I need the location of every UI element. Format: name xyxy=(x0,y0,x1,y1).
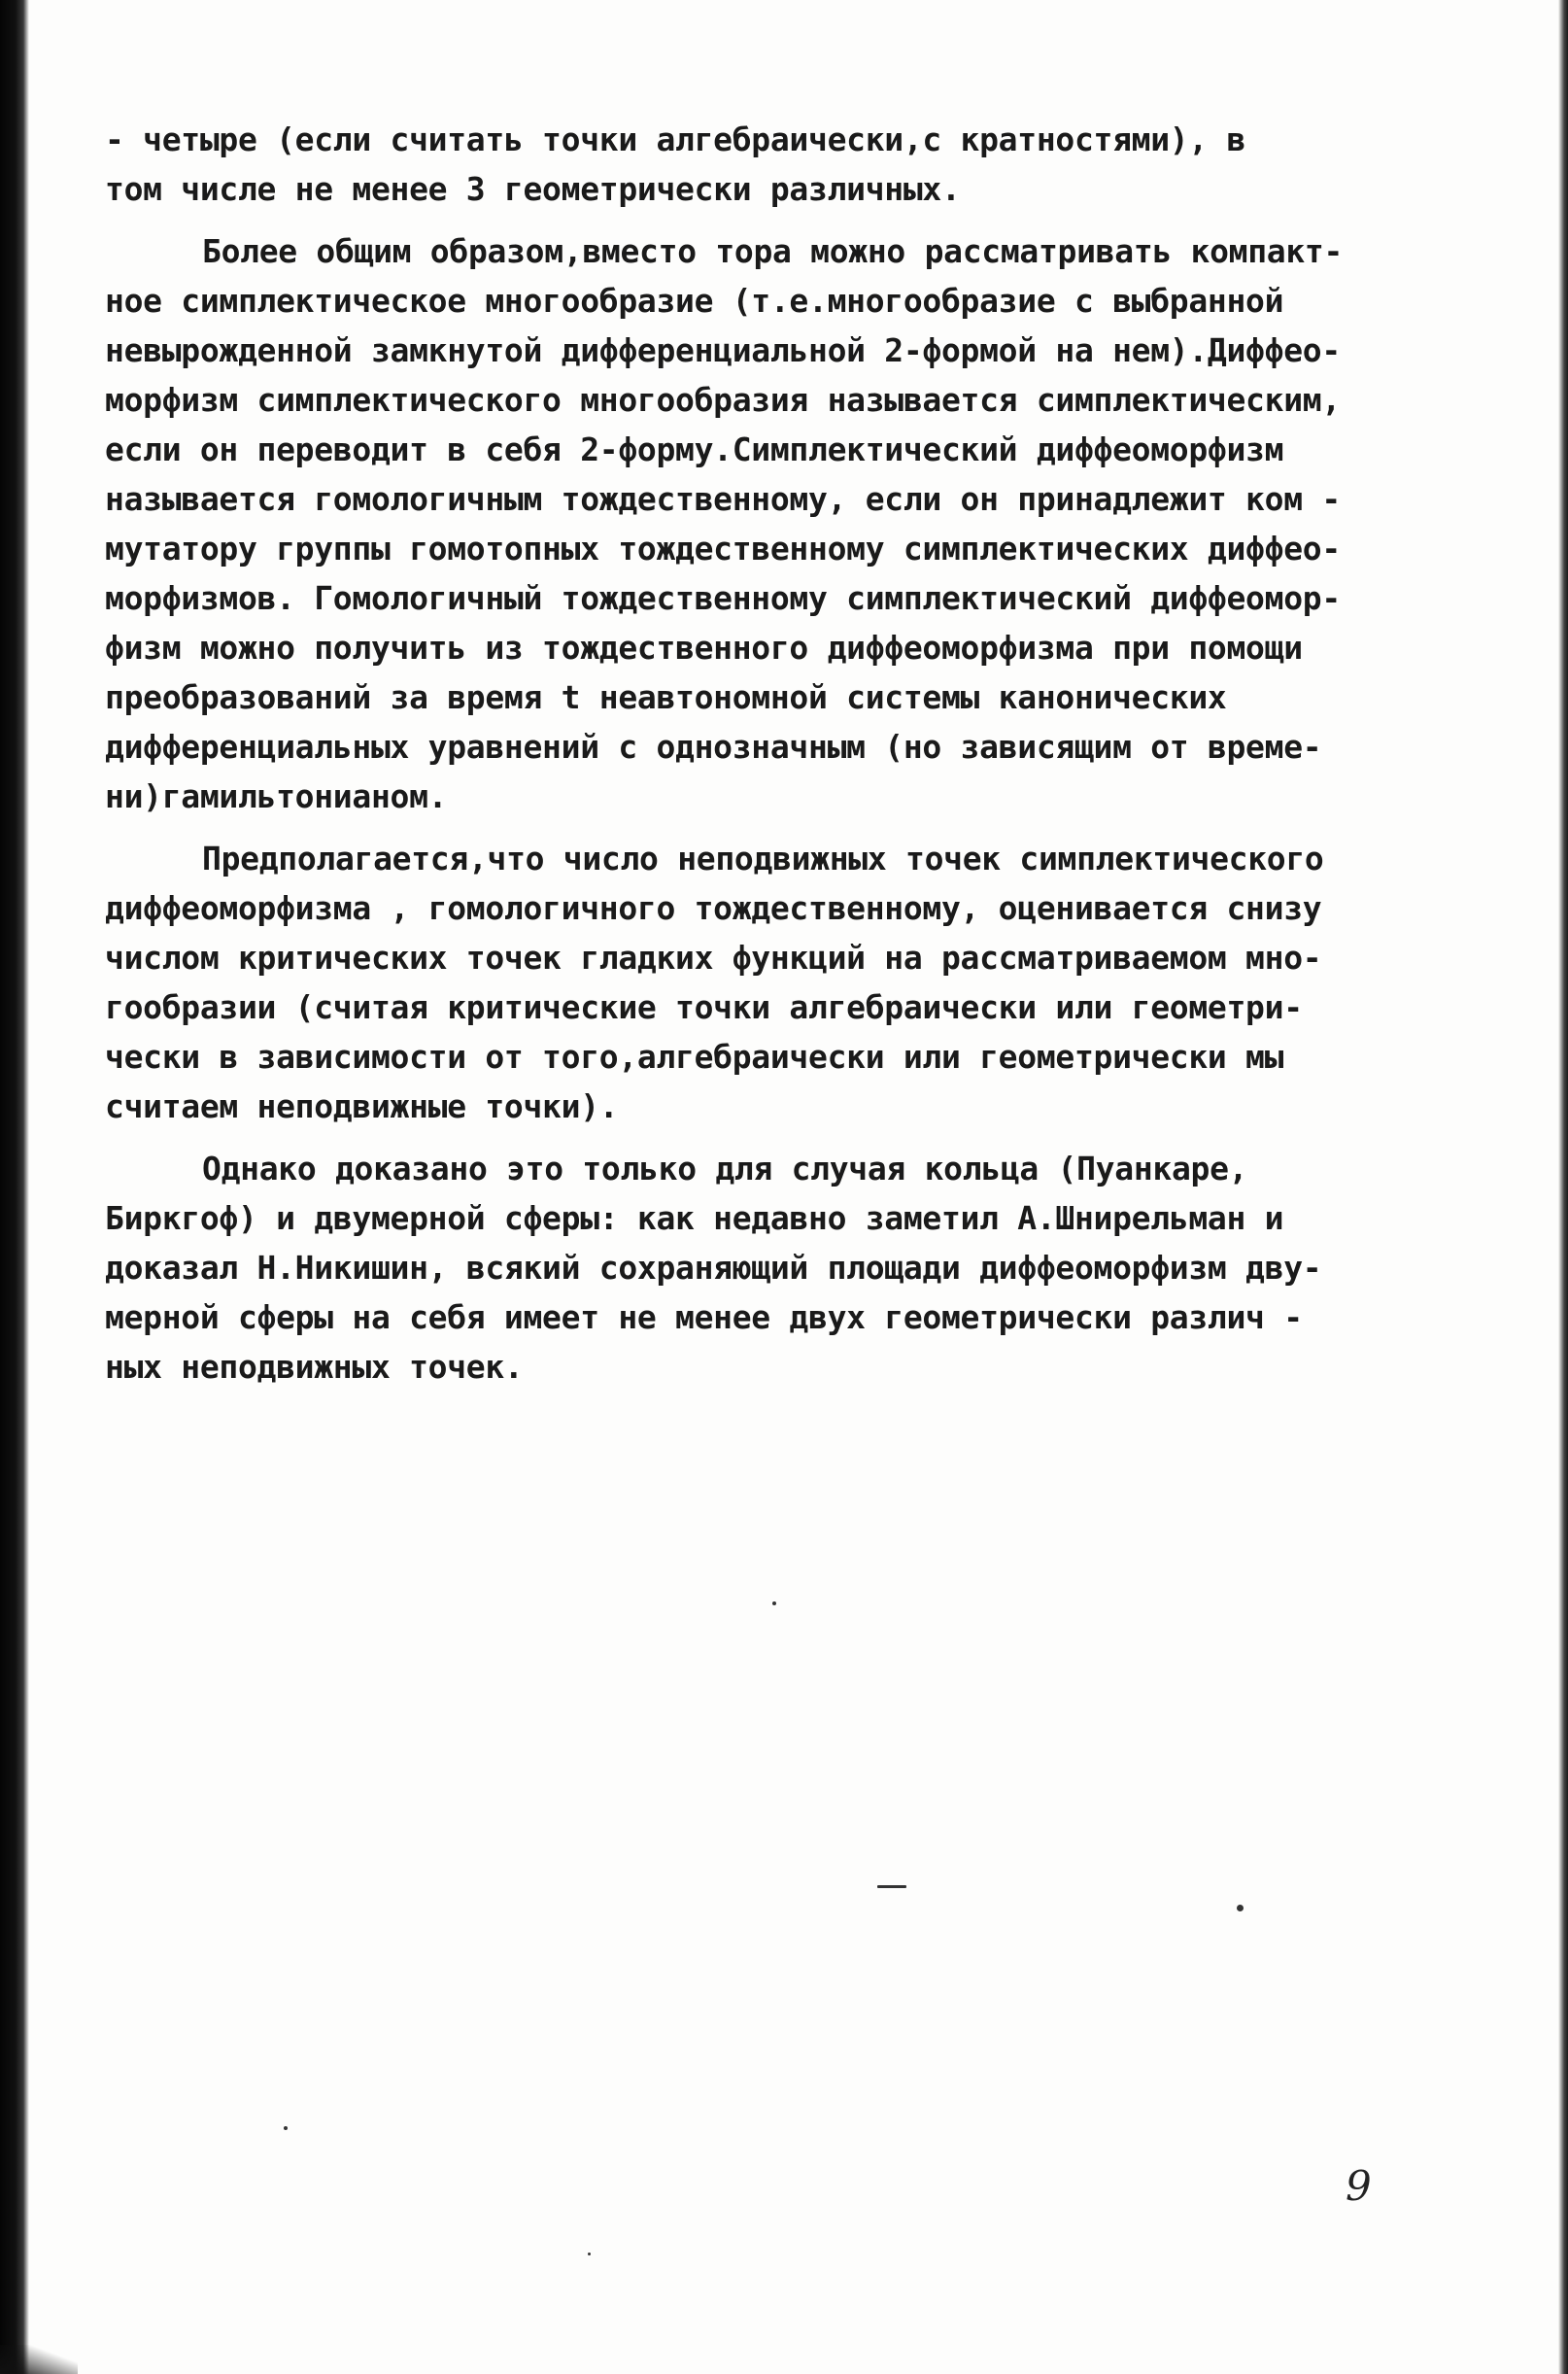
text-line: ное симплектическое многообразие (т.е.многообразие с выбранной xyxy=(105,282,1284,320)
text-line: Биркгоф) и двумерной сферы: как недавно заметил А.Шнирельман и xyxy=(105,1199,1284,1237)
text-line: морфизм симплектического многообразия называется симплектическим, xyxy=(105,381,1341,419)
text-line: числом критических точек гладких функций на рассматриваемом мно- xyxy=(105,939,1322,977)
scan-left-edge xyxy=(0,0,29,2374)
paragraph-1 xyxy=(105,115,1465,214)
text-line: Более общим образом,вместо тора можно рассматривать компакт- xyxy=(202,232,1344,270)
text-line: - четыре (если считать точки алгебраически,с кратностями), в xyxy=(105,120,1246,158)
text-line: чески в зависимости от того,алгебраически или геометрически мы xyxy=(105,1038,1284,1076)
page-number: 9 xyxy=(1346,2162,1372,2210)
text-line: морфизмов. Гомологичный тождественному симплектический диффеомор- xyxy=(105,579,1341,617)
text-line: невырожденной замкнутой дифференциальной 2-формой на нем).Диффео- xyxy=(105,331,1341,369)
text-line: гообразии (считая критические точки алгебраически или геометри- xyxy=(105,988,1303,1026)
paragraph-4 xyxy=(105,1144,1465,1392)
text-line: дифференциальных уравнений с однозначным (но зависящим от време- xyxy=(105,728,1322,766)
text-line: считаем неподвижные точки). xyxy=(105,1087,619,1125)
text-line: мерной сферы на себя имеет не менее двух геометрически различ - xyxy=(105,1298,1303,1336)
scan-speck xyxy=(284,2126,288,2130)
scan-speck xyxy=(772,1601,776,1605)
scan-right-edge xyxy=(1558,0,1568,2374)
text-line: физм можно получить из тождественного диффеоморфизма при помощи xyxy=(105,629,1303,667)
text-line: Однако доказано это только для случая кольца (Пуанкаре, xyxy=(202,1150,1248,1187)
text-line: мутатору группы гомотопных тождественному симплектических диффео- xyxy=(105,530,1341,568)
scan-speck xyxy=(877,1885,906,1888)
body-text xyxy=(105,115,1465,1404)
paragraph-3 xyxy=(105,834,1465,1131)
text-line: диффеоморфизма , гомологичного тождественному, оценивается снизу xyxy=(105,889,1322,927)
text-line: том числе не менее 3 геометрически различных. xyxy=(105,170,961,208)
text-line: доказал Н.Никишин, всякий сохраняющий площади диффеоморфизм дву- xyxy=(105,1249,1322,1287)
paragraph-2 xyxy=(105,226,1465,821)
scan-bottom-corner xyxy=(0,2345,78,2374)
text-line: ных неподвижных точек. xyxy=(105,1348,524,1386)
text-line: преобразований за время t неавтономной системы канонических xyxy=(105,678,1227,716)
scan-speck xyxy=(1237,1905,1244,1911)
text-line: ни)гамильтонианом. xyxy=(105,777,448,815)
text-line: если он переводит в себя 2-форму.Симплектический диффеоморфизм xyxy=(105,430,1284,468)
text-line: Предполагается,что число неподвижных точек симплектического xyxy=(202,840,1324,877)
text-line: называется гомологичным тождественному, если он принадлежит ком - xyxy=(105,480,1341,518)
scan-speck xyxy=(588,2253,591,2255)
